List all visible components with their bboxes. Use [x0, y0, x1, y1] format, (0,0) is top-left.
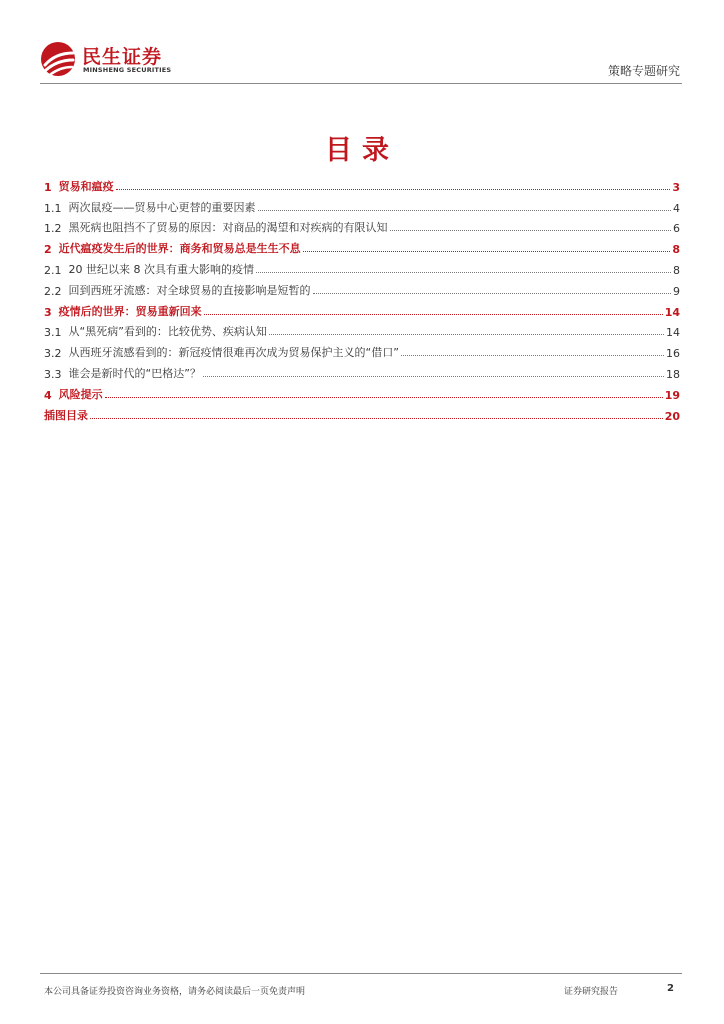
toc-entry-number: 2.2: [44, 284, 62, 298]
toc-entry-text: 从西班牙流感看到的：新冠疫情很难再次成为贸易保护主义的“借口”: [68, 346, 399, 360]
toc-entry-text: 回到西班牙流感：对全球贸易的直接影响是短暂的: [68, 283, 311, 297]
toc-entry-text: 从“黑死病”看到的：比较优势、疾病认知: [68, 325, 267, 339]
toc-entry-leader: [256, 272, 671, 273]
toc-title: 目录: [325, 135, 399, 166]
toc-entry-text: 近代瘟疫发生后的世界：商务和贸易总是生生不息: [58, 242, 301, 256]
logo-english-name: MINSHENG SECURITIES: [83, 66, 172, 74]
toc-entry-page: 18: [666, 367, 680, 381]
toc-entry[interactable]: [44, 402, 680, 423]
toc-entry[interactable]: [44, 194, 680, 215]
toc-entry-leader: [90, 418, 663, 419]
toc-entry-number: 1.1: [44, 201, 62, 215]
toc-entry[interactable]: [44, 339, 680, 360]
toc-entry-leader: [401, 355, 664, 356]
toc-entry-text: 黑死病也阻挡不了贸易的原因：对商品的渴望和对疾病的有限认知: [68, 221, 388, 235]
toc-entry-text: 20 世纪以来 8 次具有重大影响的疫情: [68, 262, 254, 276]
toc-entry-leader: [203, 376, 664, 377]
toc-entry-leader: [116, 189, 671, 190]
toc-entry-page: 19: [664, 388, 680, 402]
toc-entry-text: 疫情后的世界：贸易重新回来: [58, 304, 202, 318]
toc-entry-page: 9: [673, 284, 680, 298]
header-divider: [40, 83, 682, 84]
toc-entry-number: 1: [44, 180, 52, 194]
toc-entry[interactable]: [44, 381, 680, 402]
toc-entry-number: 2.1: [44, 263, 62, 277]
toc-entry-leader: [303, 251, 671, 252]
toc-entry-leader: [313, 293, 672, 294]
toc-entry-text: 风险提示: [58, 387, 103, 401]
company-logo: [40, 40, 200, 80]
toc-entry-leader: [390, 230, 672, 231]
toc-entry-number: 3: [44, 305, 52, 319]
toc-entry-leader: [105, 397, 663, 398]
toc-entry-page: 8: [672, 243, 680, 257]
toc-entry-text: 插图目录: [44, 408, 88, 422]
logo-chinese-name: 民生证券: [82, 46, 163, 68]
toc-entry[interactable]: [44, 215, 680, 236]
toc-entry[interactable]: [44, 319, 680, 340]
footer-divider: [40, 973, 682, 974]
toc-entry-number: 3.2: [44, 347, 62, 361]
toc-entry[interactable]: [44, 256, 680, 277]
toc-entry-text: 两次鼠疫——贸易中心更替的重要因素: [68, 200, 256, 214]
toc-entry-page: 14: [666, 326, 680, 340]
toc-entry-leader: [269, 334, 664, 335]
toc-entry-text: 贸易和瘟疫: [58, 179, 114, 193]
table-of-contents: [44, 173, 680, 423]
toc-entry[interactable]: [44, 235, 680, 256]
toc-entry-leader: [258, 210, 672, 211]
page-number: 2: [667, 983, 674, 994]
footer-report-type: 证券研究报告: [564, 987, 619, 997]
minsheng-logo-icon: [40, 41, 76, 77]
toc-entry[interactable]: [44, 173, 680, 194]
toc-entry-number: 1.2: [44, 222, 62, 236]
toc-entry-number: 2: [44, 243, 52, 257]
toc-entry-text: 谁会是新时代的“巴格达”？: [68, 366, 201, 380]
page-header: [40, 40, 682, 84]
toc-entry[interactable]: [44, 277, 680, 298]
toc-entry-leader: [204, 314, 663, 315]
toc-entry-page: 20: [664, 409, 680, 423]
toc-entry[interactable]: [44, 298, 680, 319]
section-label: 策略专题研究: [607, 64, 680, 78]
toc-entry-number: 3.3: [44, 367, 62, 381]
toc-entry-page: 4: [673, 201, 680, 215]
toc-entry-number: 4: [44, 388, 52, 402]
toc-entry-number: 3.1: [44, 326, 62, 340]
toc-entry-page: 3: [672, 180, 680, 194]
toc-entry-page: 6: [673, 222, 680, 236]
toc-entry-page: 14: [664, 305, 680, 319]
toc-entry[interactable]: [44, 360, 680, 381]
toc-entry-page: 16: [666, 347, 680, 361]
footer-disclaimer: 本公司具备证券投资咨询业务资格，请务必阅读最后一页免责声明: [44, 987, 306, 997]
toc-entry-page: 8: [673, 263, 680, 277]
